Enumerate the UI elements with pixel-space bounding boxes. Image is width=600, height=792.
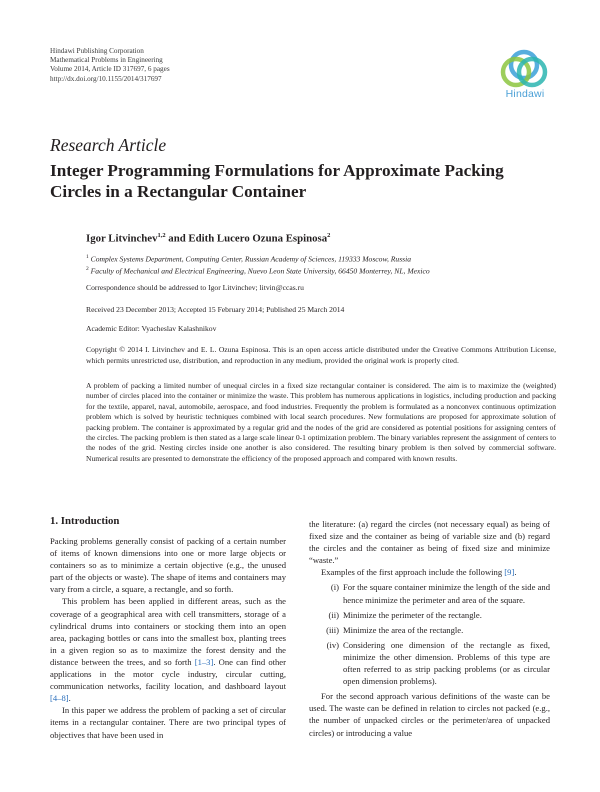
author-and: and (165, 232, 189, 245)
col2-paragraph-2 (309, 566, 550, 578)
volume-info: Volume 2014, Article ID 317697, 6 pages (50, 65, 170, 74)
author-2[interactable]: Edith Lucero Ozuna Espinosa (188, 232, 328, 245)
author-2-affil: 2 (327, 232, 331, 239)
journal-name: Mathematical Problems in Engineering (50, 56, 163, 65)
affiliation-1-text: Complex Systems Department, Computing Center, Russian Academy of Sciences, 119333 Moscow, Russia (90, 254, 412, 264)
abstract: A problem of packing a limited number of unequal circles in a fixed size rectangular container is considered. The aim is to maximize the (weighted) number of circles placed into the container or minimize the waste. This problem has numerous applications in logistics, including production and packing for the textile, apparel, naval, automobile, aerospace, and food industries. Frequently the problem is formulated as a nonconvex continuous optimization problem which is solved by heuristic techniques combined with local search procedures. New formulations are proposed for approximate solution of packing problem. The container is approximated by a regular grid and the nodes of the grid are considered as potential positions for assigning centers of the circles. The packing problem is then stated as a large scale linear 0-1 optimization problem. The binary variables represent the assignment of centers to the nodes of the grid. Nesting circles inside one another is also considered. The resulting binary problem is then solved by commercial software. Numerical results are presented to demonstrate the efficiency of the proposed approach and compared with known results. (86, 381, 556, 463)
article-title (50, 161, 570, 202)
list-item (309, 639, 550, 687)
citation-1-3[interactable]: [1–3] (194, 656, 214, 667)
list-item-text: Considering one dimension of the rectangle as fixed, minimize the other dimension. Problems of this type are often referred to as strip packing problems (or as circular open dimension problems). (343, 639, 550, 687)
publisher: Hindawi Publishing Corporation (50, 47, 144, 55)
list-item-number: (iii) (326, 624, 339, 635)
list-item-text: For the square container minimize the length of the side and hence minimize the perimeter and area of the square. (343, 582, 550, 605)
affiliation-2-text: Faculty of Mechanical and Electrical Engineering, Nuevo Leon State University, 66450 Monterrey, NL, Mexico (90, 266, 430, 276)
col2-paragraph-1: the literature: (a) regard the circles (not necessary equal) as being of fixed size and the container as being of variable size and (b) regard the circles and the container as being of fixed size and minimize “waste.” (309, 519, 550, 566)
p2-text-b: . One can find other applications in the motor cycle industry, circular cutting, communication networks, facility location, and dashboard layout (50, 656, 286, 692)
author-1[interactable]: Igor Litvinchev (86, 232, 158, 245)
intro-paragraph-2 (50, 595, 286, 704)
list-item (309, 581, 550, 605)
journal-header (50, 47, 170, 84)
right-column (309, 518, 550, 739)
doi-link[interactable]: http://dx.doi.org/10.1155/2014/317697 (50, 74, 162, 83)
list-item-text: Minimize the area of the rectangle. (343, 624, 464, 635)
citation-9[interactable]: [9] (504, 567, 515, 578)
affiliation-2 (86, 266, 430, 276)
author-list (86, 232, 330, 245)
title-line-1: Integer Programming Formulations for Approximate Packing (50, 161, 504, 180)
objectives-list (309, 581, 550, 687)
list-item-text: Minimize the perimeter of the rectangle. (343, 609, 482, 620)
list-item-number: (i) (330, 582, 339, 593)
article-type: Research Article (50, 135, 167, 155)
title-line-2: Circles in a Rectangular Container (50, 181, 307, 201)
intro-paragraph-3: In this paper we address the problem of packing a set of circular items in a rectangular container. There are two principal types of objectives that have been used in (50, 705, 286, 740)
logo-wordmark: Hindawi (505, 88, 545, 100)
c2p2-text-a: Examples of the first approach include the following (321, 567, 505, 578)
affiliation-2-sup: 2 (86, 266, 89, 272)
academic-editor: Academic Editor: Vyacheslav Kalashnikov (86, 324, 217, 333)
c2p2-text-b: . (514, 567, 517, 578)
section-heading: 1. Introduction (50, 515, 120, 527)
p2-text-c: . (68, 693, 71, 704)
list-item-number: (ii) (328, 609, 339, 620)
correspondence: Correspondence should be addressed to Igor Litvinchev; litvin@ccas.ru (86, 283, 304, 292)
dates: Received 23 December 2013; Accepted 15 February 2014; Published 25 March 2014 (86, 305, 345, 314)
list-item (309, 624, 550, 636)
col2-paragraph-3: For the second approach various definitions of the waste can be used. The waste can be defined in relation to circles not packed (e.g., the number of unpacked circles or the perimeter/area of unpacked circles) or introducing a value (309, 691, 550, 738)
intro-paragraph-1: Packing problems generally consist of packing of a certain number of items of known dimensions into one or more large objects or containers so as to minimize a certain objective (e.g., the unused part of the objects or waste). The shape of items and containers may vary from a circle, a square, a rectangle, and so forth. (50, 536, 286, 595)
affiliation-1-sup: 1 (86, 254, 89, 260)
list-item (309, 609, 550, 621)
left-column (50, 535, 286, 741)
list-item-number: (iv) (326, 639, 339, 650)
citation-4-8[interactable]: [4–8] (50, 693, 69, 704)
affiliation-1 (86, 254, 411, 264)
copyright-notice: Copyright © 2014 I. Litvinchev and E. L. Ozuna Espinosa. This is an open access article distributed under the Creative Commons Attribution License, which permits unrestricted use, distribution, and reproduction in any medium, provided the original work is properly cited. (86, 345, 556, 365)
author-1-affil: 1,2 (157, 232, 166, 239)
p2-text-a: This problem has been applied in different areas, such as the coverage of a geographical area with cell transmitters, storage of a cylindrical drums into containers or stocking them into an open area, packaging bottles or cans into the smallest box, planting trees in a given region so as to maximize the forest density and the distance between the trees, and so forth (50, 596, 286, 667)
